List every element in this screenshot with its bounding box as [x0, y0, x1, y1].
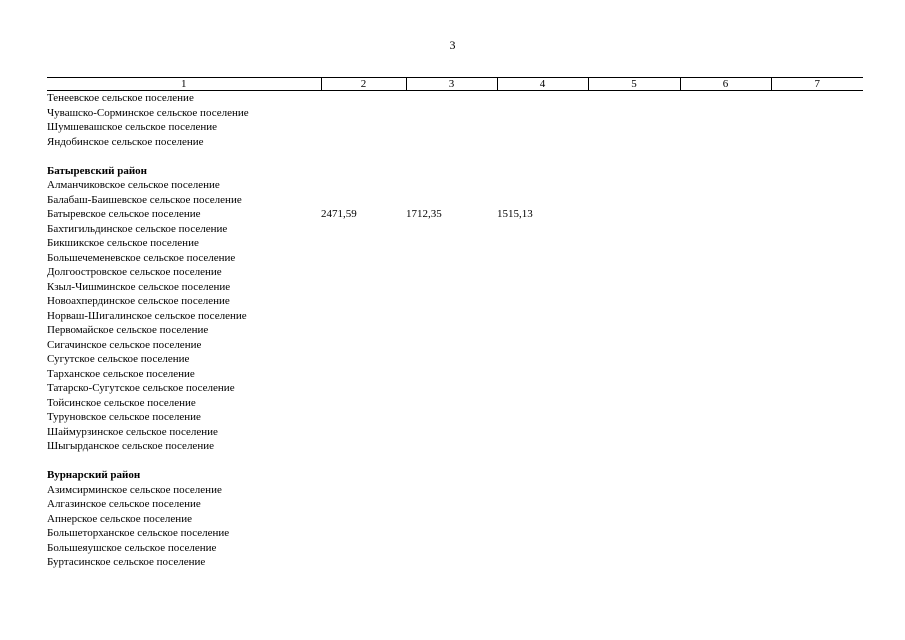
value-cell: 2471,59	[321, 208, 357, 220]
value-cell	[321, 309, 406, 324]
value-cell	[321, 367, 406, 382]
table-row	[47, 410, 863, 425]
value-cell	[680, 135, 771, 150]
value-cell	[497, 439, 588, 454]
value-cell	[406, 410, 497, 425]
value-cell	[497, 251, 588, 266]
value-cell	[406, 396, 497, 411]
value-cell	[680, 381, 771, 396]
value-cell	[406, 178, 497, 193]
district-row	[47, 164, 863, 179]
value-cell	[771, 555, 863, 570]
value-cell	[321, 526, 406, 541]
value-cell	[321, 541, 406, 556]
settlement-name: Норваш-Шигалинское сельское поселение	[47, 309, 247, 322]
value-cell	[588, 251, 680, 266]
value-cell	[497, 381, 588, 396]
value-cell	[406, 439, 497, 454]
table-row	[47, 280, 863, 295]
column-header: 5	[588, 78, 680, 91]
value-cell	[497, 526, 588, 541]
value-cell	[497, 352, 588, 367]
value-cell	[680, 309, 771, 324]
value-cell	[588, 91, 680, 106]
settlement-name: Татарско-Сугутское сельское поселение	[47, 382, 235, 394]
value-cell	[406, 425, 497, 440]
value-cell	[771, 497, 863, 512]
value-cell	[771, 120, 863, 135]
value-cell	[680, 555, 771, 570]
value-cell	[588, 294, 680, 309]
value-cell	[680, 338, 771, 353]
value-cell	[406, 526, 497, 541]
value-cell	[406, 367, 497, 382]
district-heading: Вурнарский район	[47, 469, 141, 481]
value-cell	[321, 236, 406, 251]
value-cell	[680, 193, 771, 208]
value-cell	[321, 251, 406, 266]
value-cell	[588, 222, 680, 237]
value-cell	[497, 135, 588, 150]
value-cell	[771, 280, 863, 295]
value-cell	[497, 193, 588, 208]
value-cell	[588, 178, 680, 193]
settlement-name: Бикшикское сельское поселение	[47, 237, 199, 249]
value-cell	[497, 338, 588, 353]
value-cell	[771, 251, 863, 266]
table-row	[47, 497, 863, 512]
value-cell	[588, 120, 680, 135]
value-cell	[406, 483, 497, 498]
district-row	[47, 468, 863, 483]
settlement-name: Новоахпердинское сельское поселение	[47, 295, 230, 307]
value-cell	[321, 193, 406, 208]
settlement-name: Буртасинское сельское поселение	[47, 556, 206, 568]
column-header: 2	[321, 78, 406, 91]
column-header: 6	[680, 78, 771, 91]
value-cell	[680, 323, 771, 338]
settlement-name: Туруновское сельское поселение	[47, 411, 201, 423]
value-cell	[771, 265, 863, 280]
value-cell	[771, 425, 863, 440]
value-cell: 1712,35	[406, 208, 442, 220]
value-cell	[680, 207, 771, 222]
value-cell	[497, 512, 588, 527]
value-cell	[321, 222, 406, 237]
spacer-row	[47, 454, 863, 469]
value-cell	[588, 497, 680, 512]
value-cell	[680, 526, 771, 541]
value-cell	[497, 265, 588, 280]
table-row	[47, 236, 863, 251]
value-cell	[406, 323, 497, 338]
value-cell	[588, 106, 680, 121]
value-cell	[321, 352, 406, 367]
table-row	[47, 193, 863, 208]
value-cell	[588, 381, 680, 396]
value-cell	[321, 555, 406, 570]
value-cell	[321, 265, 406, 280]
value-cell	[406, 352, 497, 367]
value-cell	[321, 410, 406, 425]
value-cell	[771, 91, 863, 106]
value-cell	[771, 367, 863, 382]
value-cell	[771, 106, 863, 121]
value-cell	[321, 323, 406, 338]
value-cell	[497, 555, 588, 570]
value-cell	[588, 323, 680, 338]
settlement-name: Шумшевашское сельское поселение	[47, 121, 218, 133]
value-cell	[588, 541, 680, 556]
table-row	[47, 106, 863, 121]
value-cell	[588, 425, 680, 440]
value-cell	[680, 439, 771, 454]
table-row	[47, 439, 863, 454]
column-header: 7	[771, 78, 863, 91]
value-cell	[406, 91, 497, 106]
table-row	[47, 207, 863, 222]
value-cell	[497, 396, 588, 411]
value-cell	[588, 367, 680, 382]
data-table	[47, 77, 863, 570]
value-cell: 1515,13	[497, 208, 533, 220]
settlement-name: Большечеменевское сельское поселение	[47, 251, 236, 264]
table-body	[47, 91, 863, 570]
value-cell	[771, 512, 863, 527]
value-cell	[588, 236, 680, 251]
value-cell	[497, 425, 588, 440]
value-cell	[771, 294, 863, 309]
value-cell	[321, 425, 406, 440]
value-cell	[321, 512, 406, 527]
value-cell	[771, 439, 863, 454]
value-cell	[497, 280, 588, 295]
settlement-name: Батыревское сельское поселение	[47, 208, 201, 220]
value-cell	[321, 396, 406, 411]
value-cell	[406, 265, 497, 280]
value-cell	[321, 120, 406, 135]
table-row	[47, 352, 863, 367]
value-cell	[406, 381, 497, 396]
table-row	[47, 541, 863, 556]
value-cell	[771, 193, 863, 208]
value-cell	[680, 178, 771, 193]
value-cell	[771, 352, 863, 367]
value-cell	[321, 91, 406, 106]
settlement-name: Первомайское сельское поселение	[47, 324, 209, 336]
value-cell	[588, 135, 680, 150]
table-row	[47, 135, 863, 150]
value-cell	[680, 280, 771, 295]
table-row	[47, 222, 863, 237]
table-row	[47, 323, 863, 338]
value-cell	[588, 512, 680, 527]
value-cell	[497, 541, 588, 556]
value-cell	[588, 265, 680, 280]
value-cell	[406, 135, 497, 150]
value-cell	[497, 483, 588, 498]
value-cell	[588, 207, 680, 222]
value-cell	[771, 309, 863, 324]
value-cell	[321, 483, 406, 498]
value-cell	[680, 512, 771, 527]
value-cell	[588, 280, 680, 295]
value-cell	[497, 294, 588, 309]
value-cell	[771, 396, 863, 411]
value-cell	[771, 135, 863, 150]
value-cell	[771, 410, 863, 425]
settlement-name: Шаймурзинское сельское поселение	[47, 425, 218, 438]
column-number-header	[47, 78, 863, 91]
value-cell	[680, 91, 771, 106]
value-cell	[680, 106, 771, 121]
value-cell	[406, 120, 497, 135]
value-cell	[406, 555, 497, 570]
value-cell	[771, 236, 863, 251]
settlement-name: Тенеевское сельское поселение	[47, 92, 194, 104]
value-cell	[406, 236, 497, 251]
value-cell	[588, 396, 680, 411]
value-cell	[406, 193, 497, 208]
value-cell	[497, 120, 588, 135]
value-cell	[771, 222, 863, 237]
table-row	[47, 367, 863, 382]
value-cell	[680, 410, 771, 425]
table-row	[47, 309, 863, 324]
settlement-name: Большеяушское сельское поселение	[47, 541, 217, 554]
settlement-name: Апнерское сельское поселение	[47, 512, 192, 525]
value-cell	[588, 439, 680, 454]
value-cell	[321, 178, 406, 193]
settlement-name: Сигачинское сельское поселение	[47, 338, 202, 351]
value-cell	[406, 280, 497, 295]
column-header: 1	[47, 78, 321, 91]
settlement-name: Кзыл-Чишминское сельское поселение	[47, 280, 231, 293]
value-cell	[497, 410, 588, 425]
value-cell	[588, 410, 680, 425]
table-row	[47, 338, 863, 353]
value-cell	[497, 367, 588, 382]
value-cell	[771, 338, 863, 353]
value-cell	[771, 483, 863, 498]
value-cell	[588, 555, 680, 570]
spacer-row	[47, 149, 863, 164]
settlement-name: Азимсирминское сельское поселение	[47, 483, 222, 496]
value-cell	[680, 352, 771, 367]
value-cell	[497, 309, 588, 324]
value-cell	[588, 309, 680, 324]
value-cell	[321, 106, 406, 121]
value-cell	[321, 381, 406, 396]
value-cell	[406, 512, 497, 527]
table-row	[47, 425, 863, 440]
value-cell	[406, 309, 497, 324]
value-cell	[680, 483, 771, 498]
value-cell	[588, 352, 680, 367]
district-heading: Батыревский район	[47, 164, 147, 177]
value-cell	[321, 135, 406, 150]
value-cell	[680, 222, 771, 237]
value-cell	[771, 178, 863, 193]
value-cell	[406, 338, 497, 353]
value-cell	[321, 338, 406, 353]
settlement-name: Тойсинское сельское поселение	[47, 396, 196, 409]
value-cell	[497, 222, 588, 237]
value-cell	[321, 497, 406, 512]
table-row	[47, 483, 863, 498]
table-row	[47, 120, 863, 135]
value-cell	[497, 106, 588, 121]
settlement-name: Яндобинское сельское поселение	[47, 135, 204, 148]
value-cell	[406, 541, 497, 556]
table-row	[47, 396, 863, 411]
value-cell	[321, 439, 406, 454]
column-header: 3	[406, 78, 497, 91]
page-number: 3	[449, 38, 456, 52]
settlement-name: Большеторханское сельское поселение	[47, 527, 230, 539]
value-cell	[771, 526, 863, 541]
table-row	[47, 381, 863, 396]
settlement-name: Долгоостровское сельское поселение	[47, 266, 222, 278]
value-cell	[406, 251, 497, 266]
table-row	[47, 251, 863, 266]
value-cell	[680, 367, 771, 382]
value-cell	[771, 207, 863, 222]
value-cell	[680, 541, 771, 556]
value-cell	[497, 91, 588, 106]
value-cell	[588, 338, 680, 353]
value-cell	[588, 483, 680, 498]
table-row	[47, 555, 863, 570]
settlement-name: Балабаш-Баишевское сельское поселение	[47, 193, 242, 206]
value-cell	[771, 323, 863, 338]
value-cell	[406, 294, 497, 309]
settlement-name: Шыгырданское сельское поселение	[47, 440, 214, 452]
value-cell	[771, 381, 863, 396]
settlement-name: Алманчиковское сельское поселение	[47, 179, 220, 191]
column-header: 4	[497, 78, 588, 91]
value-cell	[680, 396, 771, 411]
table-row	[47, 526, 863, 541]
value-cell	[406, 222, 497, 237]
settlement-name: Алгазинское сельское поселение	[47, 498, 201, 510]
table-row	[47, 91, 863, 106]
value-cell	[680, 294, 771, 309]
value-cell	[406, 106, 497, 121]
table-row	[47, 178, 863, 193]
value-cell	[406, 497, 497, 512]
value-cell	[497, 178, 588, 193]
value-cell	[680, 236, 771, 251]
value-cell	[680, 497, 771, 512]
spacer-cell	[47, 149, 863, 164]
value-cell	[321, 294, 406, 309]
table-row	[47, 265, 863, 280]
value-cell	[497, 236, 588, 251]
value-cell	[588, 193, 680, 208]
value-cell	[771, 541, 863, 556]
spacer-cell	[47, 454, 863, 469]
settlement-name: Бахтигильдинское сельское поселение	[47, 222, 228, 235]
value-cell	[680, 120, 771, 135]
value-cell	[321, 280, 406, 295]
value-cell	[497, 323, 588, 338]
settlement-name: Сугутское сельское поселение	[47, 353, 190, 365]
value-cell	[497, 497, 588, 512]
settlement-name: Тарханское сельское поселение	[47, 367, 195, 380]
settlement-name: Чувашско-Сорминское сельское поселение	[47, 106, 249, 119]
value-cell	[680, 251, 771, 266]
value-cell	[680, 425, 771, 440]
table-row	[47, 512, 863, 527]
table-row	[47, 294, 863, 309]
value-cell	[588, 526, 680, 541]
value-cell	[680, 265, 771, 280]
